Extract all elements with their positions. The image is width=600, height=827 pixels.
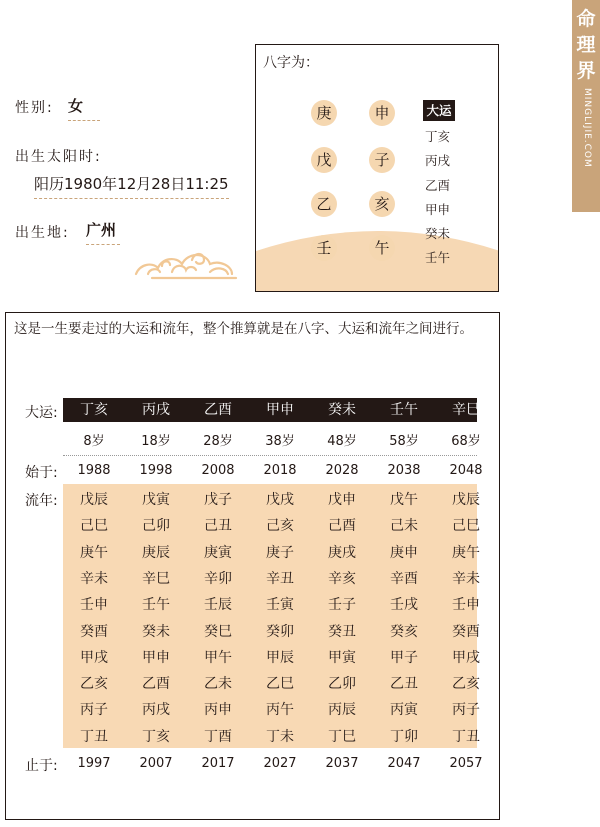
liunian-cell: 癸未 <box>142 623 170 640</box>
end-year-cell: 2037 <box>325 756 359 771</box>
liunian-cell: 壬申 <box>452 597 480 614</box>
age-cell: 28岁 <box>203 434 233 449</box>
brand-strip <box>572 0 600 212</box>
liunian-cell: 癸卯 <box>266 623 294 640</box>
liunian-cell: 庚子 <box>266 544 294 561</box>
liunian-cell: 己丑 <box>204 518 232 535</box>
brand-sub <box>576 88 596 198</box>
bazi-dayun-header: 大运 <box>423 100 455 121</box>
liunian-cell: 庚辰 <box>142 544 170 561</box>
liunian-cell: 丁巳 <box>328 728 356 745</box>
liunian-cell: 戊子 <box>204 492 232 508</box>
age-cell: 38岁 <box>265 434 295 449</box>
liunian-cell: 辛丑 <box>266 570 294 587</box>
liunian-cell: 乙卯 <box>328 676 356 693</box>
liunian-cell: 丁酉 <box>204 728 232 745</box>
liunian-cell: 丙寅 <box>390 702 418 719</box>
liunian-cell: 戊戌 <box>266 492 294 508</box>
start-year-cell: 2048 <box>449 463 483 478</box>
liunian-cell: 壬午 <box>142 597 170 614</box>
liunian-cell: 壬戌 <box>390 597 418 614</box>
liunian-cell: 乙丑 <box>390 676 418 693</box>
liunian-cell: 癸亥 <box>390 623 418 640</box>
liunian-cell: 癸巳 <box>204 623 232 640</box>
brand-char-1: 命 <box>576 8 596 30</box>
liunian-cell: 丙戌 <box>142 702 170 719</box>
start-year-cell: 2038 <box>387 463 421 478</box>
bazi-title: 八字为： <box>263 55 319 71</box>
age-cell: 18岁 <box>141 434 171 449</box>
liunian-cell: 己未 <box>390 518 418 535</box>
liunian-cell: 丙申 <box>204 702 232 719</box>
end-year-cell: 2017 <box>201 756 235 771</box>
dayun-cell: 丁亥 <box>80 402 108 418</box>
end-year-cell: 2047 <box>387 756 421 771</box>
liunian-cell: 己亥 <box>266 518 294 535</box>
liunian-cell: 乙亥 <box>452 676 480 693</box>
dayun-cell: 甲申 <box>266 402 294 418</box>
liunian-cell: 壬寅 <box>266 597 294 614</box>
liunian-cell: 辛亥 <box>328 570 356 587</box>
liunian-cell: 甲寅 <box>328 649 356 666</box>
birthplace-label: 出生地: <box>15 225 70 241</box>
dayun-cell: 辛巳 <box>452 402 480 418</box>
end-year-cell: 2057 <box>449 756 483 771</box>
liunian-cell: 乙巳 <box>266 676 294 693</box>
liunian-cell: 壬申 <box>80 597 108 614</box>
bazi-stem-year: 庚 <box>311 100 337 126</box>
bazi-stem-hour: 壬 <box>311 235 337 261</box>
start-row-label: 始于: <box>25 465 58 481</box>
dayun-cell: 癸未 <box>328 402 356 418</box>
liunian-cell: 庚戌 <box>328 544 356 561</box>
bazi-branch-day: 亥 <box>369 191 395 217</box>
liunian-row-label: 流年: <box>25 493 58 509</box>
dayun-row-label: 大运: <box>25 405 58 421</box>
liunian-cell: 己卯 <box>142 518 170 535</box>
liunian-cell: 癸酉 <box>452 623 480 640</box>
cloud-decoration-icon <box>132 238 240 280</box>
liunian-cell: 辛卯 <box>204 570 232 587</box>
solar-time-value: 阳历1980年12月28日11:25 <box>34 173 229 199</box>
dayun-cell: 乙酉 <box>204 402 232 418</box>
liunian-cell: 戊辰 <box>80 492 108 508</box>
liunian-cell: 戊午 <box>390 492 418 508</box>
liunian-cell: 甲辰 <box>266 649 294 666</box>
bazi-dayun-item: 甲申 <box>425 202 451 217</box>
liunian-cell: 乙酉 <box>142 676 170 693</box>
bazi-branch-hour: 午 <box>369 235 395 261</box>
liunian-cell: 戊寅 <box>142 492 170 508</box>
start-year-cell: 2018 <box>263 463 297 478</box>
end-year-cell: 2027 <box>263 756 297 771</box>
liunian-cell: 癸丑 <box>328 623 356 640</box>
gender-label: 性别: <box>15 100 54 116</box>
liunian-cell: 己巳 <box>80 518 108 535</box>
brand-char-2: 理 <box>576 34 596 56</box>
dayun-cell: 壬午 <box>390 402 418 418</box>
dayun-cell: 丙戌 <box>142 402 170 418</box>
end-year-cell: 1997 <box>77 756 111 771</box>
bazi-branch-month: 子 <box>369 147 395 173</box>
liunian-cell: 辛酉 <box>390 570 418 587</box>
solar-time-label: 出生太阳时: <box>15 149 102 165</box>
start-year-cell: 2008 <box>201 463 235 478</box>
liunian-cell: 甲午 <box>204 649 232 666</box>
liunian-cell: 庚申 <box>390 544 418 561</box>
intro-text: 这是一生要走过的大运和流年，整个推算就是在八字、大运和流年之间进行。 <box>14 321 473 337</box>
liunian-cell: 丁丑 <box>80 728 108 745</box>
liunian-cell: 己酉 <box>328 518 356 535</box>
liunian-cell: 丁卯 <box>390 728 418 745</box>
liunian-cell: 丙辰 <box>328 702 356 719</box>
liunian-cell: 丙子 <box>452 702 480 719</box>
age-cell: 58岁 <box>389 434 419 449</box>
liunian-cell: 庚午 <box>452 544 480 561</box>
liunian-cell: 丁未 <box>266 728 294 745</box>
end-row-label: 止于: <box>25 758 58 774</box>
liunian-cell: 壬子 <box>328 597 356 614</box>
age-cell: 8岁 <box>83 434 105 449</box>
start-year-cell: 1988 <box>77 463 111 478</box>
end-year-cell: 2007 <box>139 756 173 771</box>
liunian-cell: 甲戌 <box>80 649 108 666</box>
bazi-dayun-item: 丁亥 <box>425 129 451 144</box>
liunian-cell: 丁亥 <box>142 728 170 745</box>
liunian-cell: 庚午 <box>80 544 108 561</box>
liunian-cell: 乙亥 <box>80 676 108 693</box>
birthplace-value: 广州 <box>86 219 120 245</box>
bazi-dayun-item: 癸未 <box>425 226 451 241</box>
liunian-cell: 戊辰 <box>452 492 480 508</box>
liunian-cell: 壬辰 <box>204 597 232 614</box>
bazi-branch-year: 申 <box>369 100 395 126</box>
age-cell: 68岁 <box>451 434 481 449</box>
liunian-cell: 癸酉 <box>80 623 108 640</box>
bazi-stem-day: 乙 <box>311 191 337 217</box>
dotted-divider <box>63 455 477 456</box>
liunian-cell: 丁丑 <box>452 728 480 745</box>
brand-url: MINGLIJIE.COM <box>582 88 592 168</box>
liunian-cell: 戊申 <box>328 492 356 508</box>
liunian-cell: 辛未 <box>452 570 480 587</box>
liunian-cell: 甲戌 <box>452 649 480 666</box>
liunian-cell: 辛巳 <box>142 570 170 587</box>
liunian-cell: 丙子 <box>80 702 108 719</box>
bazi-dayun-item: 乙酉 <box>425 178 451 193</box>
bazi-dayun-item: 壬午 <box>425 250 451 265</box>
bazi-dayun-item: 丙戌 <box>425 153 451 168</box>
start-year-cell: 1998 <box>139 463 173 478</box>
liunian-cell: 丙午 <box>266 702 294 719</box>
start-year-cell: 2028 <box>325 463 359 478</box>
liunian-cell: 甲申 <box>142 649 170 666</box>
bazi-box <box>255 44 499 292</box>
liunian-cell: 辛未 <box>80 570 108 587</box>
brand-char-3: 界 <box>576 60 596 82</box>
liunian-cell: 乙未 <box>204 676 232 693</box>
liunian-cell: 己巳 <box>452 518 480 535</box>
liunian-cell: 甲子 <box>390 649 418 666</box>
age-cell: 48岁 <box>327 434 357 449</box>
bazi-stem-month: 戊 <box>311 147 337 173</box>
liunian-cell: 庚寅 <box>204 544 232 561</box>
gender-value: 女 <box>68 95 100 121</box>
